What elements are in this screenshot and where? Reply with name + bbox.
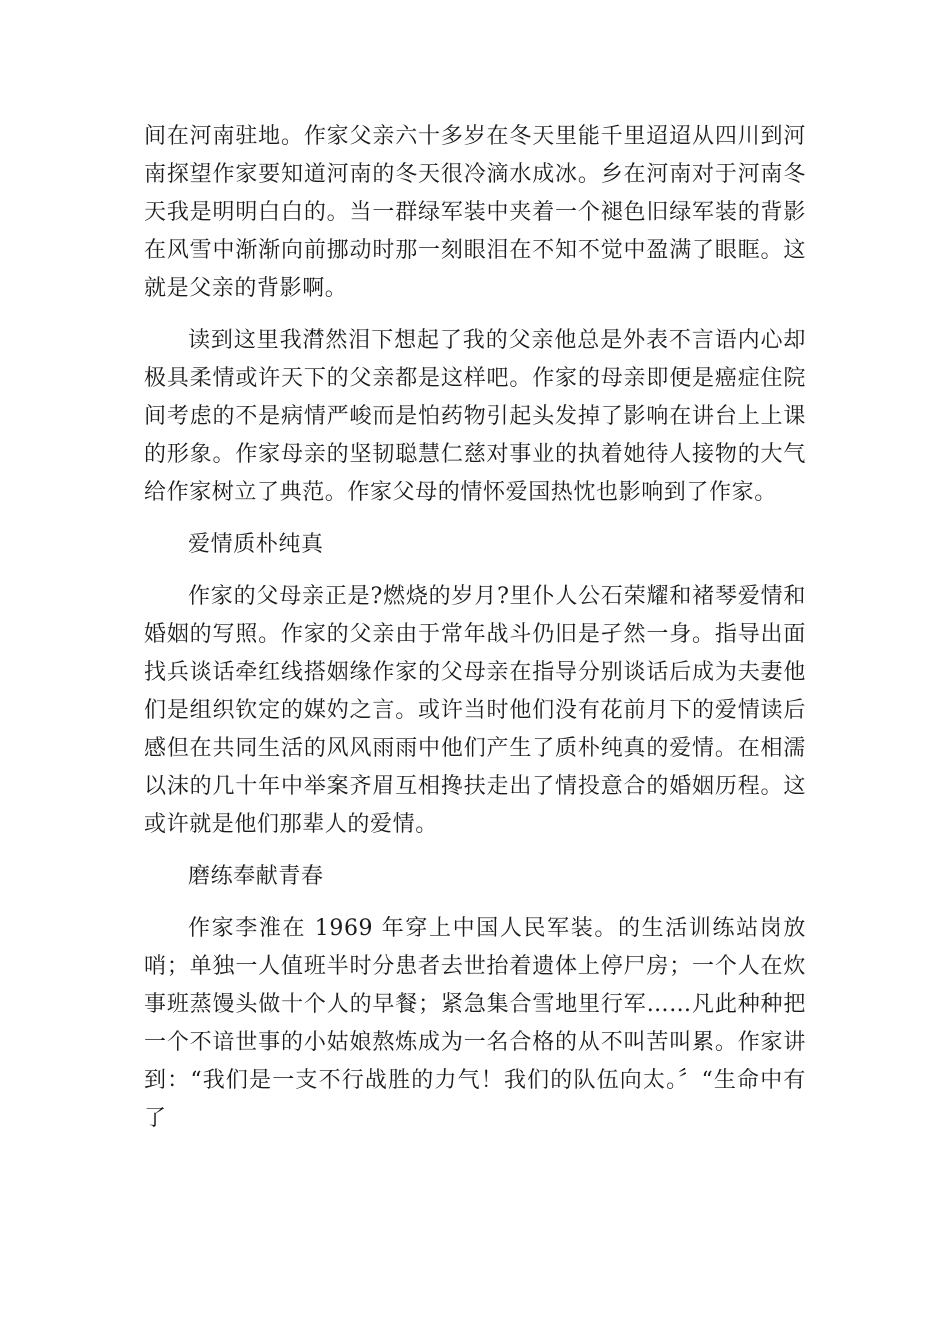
- paragraph: 作家的父母亲正是?燃烧的岁月?里仆人公石荣耀和褚琴爱情和婚姻的写照。作家的父亲由于常年战斗仍旧是孑然一身。指导出面找兵谈话牵红线搭姻缘作家的父母亲在指导分别谈话后成为夫妻他们是组织钦定的媒妁之言。或许当时他们没有花前月下的爱情读后感但在共同生活的风风雨雨中他们产生了质朴纯真的爱情。在相濡以沫的几十年中举案齐眉互相搀扶走出了情投意合的婚姻历程。这或许就是他们那辈人的爱情。: [144, 584, 806, 837]
- document-body: [144, 118, 806, 1152]
- paragraph: 作家李淮在 1969 年穿上中国人民军装。的生活训练站岗放哨；单独一人值班半时分患者去世抬着遗体上停尸房；一个人在炊事班蒸馒头做十个人的早餐；紧急集合雪地里行军……凡此种种把一个不谙世事的小姑娘熬炼成为一名合格的从不叫苦叫累。作家讲到：“我们是一支不行战胜的力气！我们的队伍向太。〞“生命中有了: [144, 916, 806, 1131]
- paragraph-continuation: 间在河南驻地。作家父亲六十多岁在冬天里能千里迢迢从四川到河南探望作家要知道河南的冬天很冷滴水成冰。乡在河南对于河南冬天我是明明白白的。当一群绿军装中夹着一个褪色旧绿军装的背影在风雪中渐渐向前挪动时那一刻眼泪在不知不觉中盈满了眼眶。这就是父亲的背影啊。: [144, 124, 806, 301]
- paragraph: 读到这里我潸然泪下想起了我的父亲他总是外表不言语内心却极具柔情或许天下的父亲都是这样吧。作家的母亲即便是癌症住院间考虑的不是病情严峻而是怕药物引起头发掉了影响在讲台上上课的形象。作家母亲的坚韧聪慧仁慈对事业的执着她待人接物的大气给作家树立了典范。作家父母的情怀爱国热忱也影响到了作家。: [144, 328, 806, 505]
- section-heading: 磨练奉献青春: [188, 864, 324, 889]
- section-heading: 爱情质朴纯真: [188, 532, 324, 557]
